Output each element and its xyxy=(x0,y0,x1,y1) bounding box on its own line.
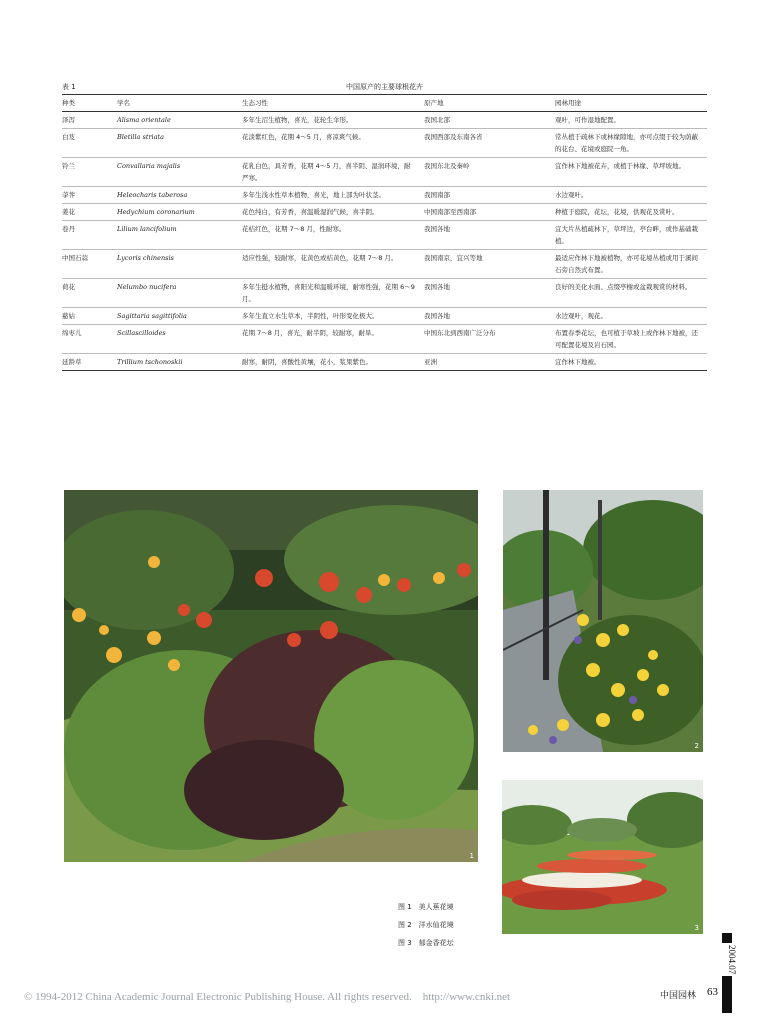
figure-captions xyxy=(398,898,454,952)
table-row xyxy=(62,279,707,308)
cell-origin: 我国南部 xyxy=(424,187,555,204)
cell-origin: 我国北部 xyxy=(424,112,555,129)
cell-habit: 花乳白色，具芳香，花期 4～5 月，喜半阴、湿润环境，耐严寒。 xyxy=(242,158,424,187)
cell-habit: 多年生挺水植物，喜阳光和温暖环境，耐寒性强，花期 6～9 月。 xyxy=(242,279,424,308)
cell-scientific-name: Heleocharis taberosa xyxy=(117,187,242,204)
cell-habit: 多年生直立水生草本，半阴性，叶形变化极大。 xyxy=(242,308,424,325)
table-label: 表 1 xyxy=(62,83,76,91)
cell-use: 宜作林下地被。 xyxy=(555,354,707,371)
cell-habit: 适应性强，较耐寒，花黄色或桔黄色，花期 7～8 月。 xyxy=(242,250,424,279)
cell-species: 白芨 xyxy=(62,129,117,158)
cell-use: 宜大片丛植疏林下，草坪边，亭台畔，或作基础栽植。 xyxy=(555,221,707,250)
page-number: 63 xyxy=(707,986,718,998)
table-row xyxy=(62,112,707,129)
canna-flowerbed-photo xyxy=(64,490,478,862)
table-row xyxy=(62,325,707,354)
cell-species: 卷丹 xyxy=(62,221,117,250)
table-row xyxy=(62,221,707,250)
cell-origin: 亚洲 xyxy=(424,354,555,371)
cell-habit: 多年生沼生植物，喜光，花轮生伞形。 xyxy=(242,112,424,129)
cell-use: 布置春季花坛，也可植于草坡上或作林下地被，还可配置花境及岩石园。 xyxy=(555,325,707,354)
cell-habit: 花色纯白，有芳香，喜温暖湿润气候，喜半阴。 xyxy=(242,204,424,221)
cell-habit: 花桔红色，花期 7～8 月，性耐寒。 xyxy=(242,221,424,250)
cell-species: 姜花 xyxy=(62,204,117,221)
cell-origin: 我国各地 xyxy=(424,221,555,250)
cell-use: 良好的美化水面、点缀亭榭或盆栽观赏的材料。 xyxy=(555,279,707,308)
daffodil-flowerbed-photo xyxy=(503,490,703,752)
cell-scientific-name: Alisma orientale xyxy=(117,112,242,129)
bulb-flowers-table xyxy=(62,94,707,371)
photo-number: 3 xyxy=(694,924,699,932)
cell-habit: 花淡紫红色，花期 4～5 月，喜凉爽气候。 xyxy=(242,129,424,158)
table-row xyxy=(62,354,707,371)
cell-habit: 耐寒，耐阴，喜酸性黄壤，花小，浆果紫色。 xyxy=(242,354,424,371)
copyright-notice: © 1994-2012 China Academic Journal Electronic Publishing House. All rights reserved. http://www.cnki.net xyxy=(24,991,511,1003)
caption-figure-3: 图 3 郁金香花坛 xyxy=(398,939,454,947)
cell-origin: 我国各地 xyxy=(424,279,555,308)
cell-scientific-name: Lycoris chinensis xyxy=(117,250,242,279)
table-row xyxy=(62,129,707,158)
journal-name: 中国园林 xyxy=(660,991,697,1001)
cell-scientific-name: Sagittaria sagittifolia xyxy=(117,308,242,325)
table-title-row xyxy=(62,80,707,94)
cell-scientific-name: Bletilla striata xyxy=(117,129,242,158)
col-header-origin: 原产地 xyxy=(424,95,555,112)
cell-species: 中国石蒜 xyxy=(62,250,117,279)
col-header-habit: 生态习性 xyxy=(242,95,424,112)
cell-use: 最适应作林下地被植物，亦可花境丛植或用于溪间石旁自然式布置。 xyxy=(555,250,707,279)
cell-use: 常丛植于疏林下或林缘隙地，亦可点缀于较为荫蔽的花台、花境或庭院一角。 xyxy=(555,129,707,158)
table-row xyxy=(62,250,707,279)
cell-species: 荷花 xyxy=(62,279,117,308)
table-body xyxy=(62,112,707,371)
table-row xyxy=(62,204,707,221)
col-header-species: 种类 xyxy=(62,95,117,112)
cell-scientific-name: Nelumbo nucifera xyxy=(117,279,242,308)
cell-use: 水边观叶。 xyxy=(555,187,707,204)
caption-figure-2: 图 2 洋水仙花境 xyxy=(398,921,454,929)
cell-habit: 多年生浅水性草本植物，喜光，地上部为叶状茎。 xyxy=(242,187,424,204)
cell-origin: 我国西部及东南各省 xyxy=(424,129,555,158)
cell-origin: 中国南部至西南部 xyxy=(424,204,555,221)
cell-scientific-name: Lilium lancifolium xyxy=(117,221,242,250)
table-row xyxy=(62,187,707,204)
cell-use: 观叶，可作湿地配置。 xyxy=(555,112,707,129)
cell-species: 绵枣儿 xyxy=(62,325,117,354)
photo-number: 1 xyxy=(469,852,474,860)
cell-species: 延龄草 xyxy=(62,354,117,371)
plant-table-block xyxy=(62,80,707,371)
table-header xyxy=(62,95,707,112)
cell-species: 荸荠 xyxy=(62,187,117,204)
cell-habit: 花期 7～8 月，喜光，耐半阴，较耐寒，耐旱。 xyxy=(242,325,424,354)
cell-scientific-name: Hedychium coronarium xyxy=(117,204,242,221)
cell-scientific-name: Scillascilloides xyxy=(117,325,242,354)
cell-use: 宜作林下地被花卉，或植于林缘、草坪坡地。 xyxy=(555,158,707,187)
cell-scientific-name: Trillium tschonoskii xyxy=(117,354,242,371)
col-header-scientific-name: 学名 xyxy=(117,95,242,112)
photo-number: 2 xyxy=(694,742,699,750)
caption-figure-1: 图 1 美人蕉花境 xyxy=(398,903,454,911)
table-row xyxy=(62,308,707,325)
table-caption: 中国原产的主要球根花卉 xyxy=(346,83,423,91)
cell-use: 种植于庭院，花坛，花境，供观花及赏叶。 xyxy=(555,204,707,221)
table-row xyxy=(62,158,707,187)
cell-species: 铃兰 xyxy=(62,158,117,187)
cell-use: 水边观叶，观花。 xyxy=(555,308,707,325)
cell-origin: 中国东北到西南广泛分布 xyxy=(424,325,555,354)
issue-date: 2004.07 xyxy=(721,943,737,976)
tulip-flowerbed-photo xyxy=(502,780,703,934)
col-header-use: 园林用途 xyxy=(555,95,707,112)
cell-origin: 我国东北及秦岭 xyxy=(424,158,555,187)
cell-scientific-name: Convallaria majalis xyxy=(117,158,242,187)
cell-species: 慈姑 xyxy=(62,308,117,325)
cell-species: 泽泻 xyxy=(62,112,117,129)
cell-origin: 我国各地 xyxy=(424,308,555,325)
cell-origin: 我国南京，宜兴等地 xyxy=(424,250,555,279)
